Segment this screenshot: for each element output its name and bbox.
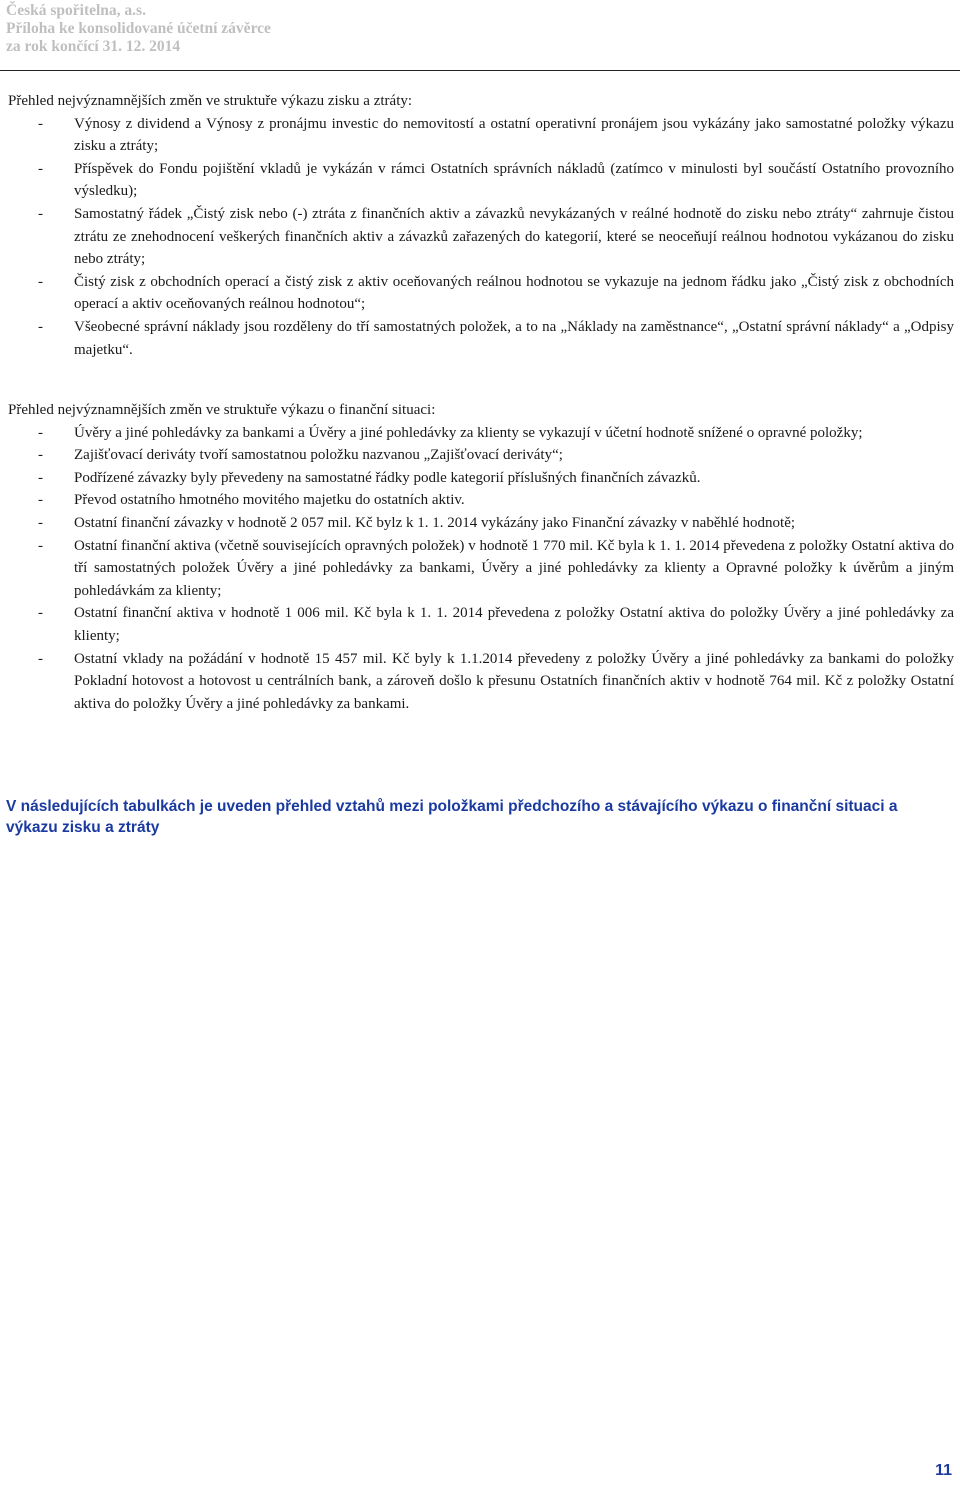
list-item: - Příspěvek do Fondu pojištění vkladů je vykázán v rámci Ostatních správních nákladů (zatímco v minulosti byl součástí Ostatního provozního výsledku); xyxy=(38,160,954,200)
list-item: - Ostatní finanční aktiva v hodnotě 1 006 mil. Kč byla k 1. 1. 2014 převedena z položky Ostatní aktiva do položky Úvěry a jiné pohledávky za klienty; xyxy=(38,605,954,644)
section-heading: Přehled nejvýznamnějších změn ve struktuře výkazu zisku a ztráty: xyxy=(8,93,413,109)
list-item: - Ostatní vklady na požádání v hodnotě 15 457 mil. Kč byly k 1.1.2014 převedeny z položky Úvěry a jiné pohledávky za bankami do položky Pokladní hotovost a hotovost u centrálních bank, a zároveň došlo k přesunu Ostatních finančních aktiv v hodnotě 764 mil. Kč z položky Ostatní aktiva do položky Úvěry a jiné pohledávky za bankami. xyxy=(38,650,954,712)
document-title: Příloha ke konsolidované účetní závěrce xyxy=(6,20,271,37)
list-item: - Výnosy z dividend a Výnosy z pronájmu investic do nemovitostí a ostatní operativní pronájem jsou vykázány jako samostatné položky výkazu zisku a ztráty; xyxy=(38,115,954,155)
header-rule xyxy=(0,70,960,71)
company-name: Česká spořitelna, a.s. xyxy=(6,2,146,19)
income-statement-changes xyxy=(8,90,954,361)
list-item: - Čistý zisk z obchodních operací a čistý zisk z aktiv oceňovaných reálnou hodnotou se vykazuje na jednom řádku jako „Čistý zisk z obchodních operací a aktiv oceňovaných reálnou hodnotou“; xyxy=(38,273,954,313)
list-item: - Úvěry a jiné pohledávky za bankami a Úvěry a jiné pohledávky za klienty se vykazují v účetní hodnotě snížené o opravné položky; xyxy=(38,424,863,441)
document-header xyxy=(6,2,271,56)
list-item: - Zajišťovací deriváty tvoří samostatnou položku nazvanou „Zajišťovací deriváty“; xyxy=(38,447,563,464)
page-number: 11 xyxy=(935,1462,952,1479)
financial-position-changes xyxy=(8,399,954,715)
bullet-list xyxy=(8,422,954,716)
document-period: za rok končící 31. 12. 2014 xyxy=(6,38,181,55)
bullet-list xyxy=(8,113,954,362)
list-item: - Podřízené závazky byly převedeny na samostatné řádky podle kategorií příslušných finančních závazků. xyxy=(38,469,701,486)
tables-intro-heading: V následujících tabulkách je uveden přehled vztahů mezi položkami předchozího a stávajícího výkazu o finanční situaci a výkazu zisku a ztráty xyxy=(6,798,898,836)
list-item: - Samostatný řádek „Čistý zisk nebo (-) ztráta z finančních aktiv a závazků nevykázaných v reálné hodnotě do zisku nebo ztráty“ zahrnuje čistou ztrátu ze znehodnocení veškerých finančních aktiv a závazků zařazených do kategorií, které se neoceňují reálnou hodnotou vykázanou do zisku nebo ztráty; xyxy=(38,205,954,268)
list-item: - Převod ostatního hmotného movitého majetku do ostatních aktiv. xyxy=(38,492,465,509)
list-item: - Ostatní finanční aktiva (včetně souvisejících opravných položek) v hodnotě 1 770 mil. Kč byla k 1. 1. 2014 převedena z položky Ostatní aktiva do tří samostatných položek Úvěry a jiné pohledávky za bankami, Úvěry a jiné pohledávky za klienty a Opravné položky k úvěrům a jiným pohledávkám za klienty; xyxy=(38,537,954,599)
list-item: - Ostatní finanční závazky v hodnotě 2 057 mil. Kč bylz k 1. 1. 2014 vykázány jako Finanční závazky v naběhlé hodnotě; xyxy=(38,514,796,531)
list-item: - Všeobecné správní náklady jsou rozděleny do tří samostatných položek, a to na „Náklady na zaměstnance“, „Ostatní správní náklady“ a „Odpisy majetku“. xyxy=(38,318,954,358)
section-heading: Přehled nejvýznamnějších změn ve struktuře výkazu o finanční situaci: xyxy=(8,402,436,418)
